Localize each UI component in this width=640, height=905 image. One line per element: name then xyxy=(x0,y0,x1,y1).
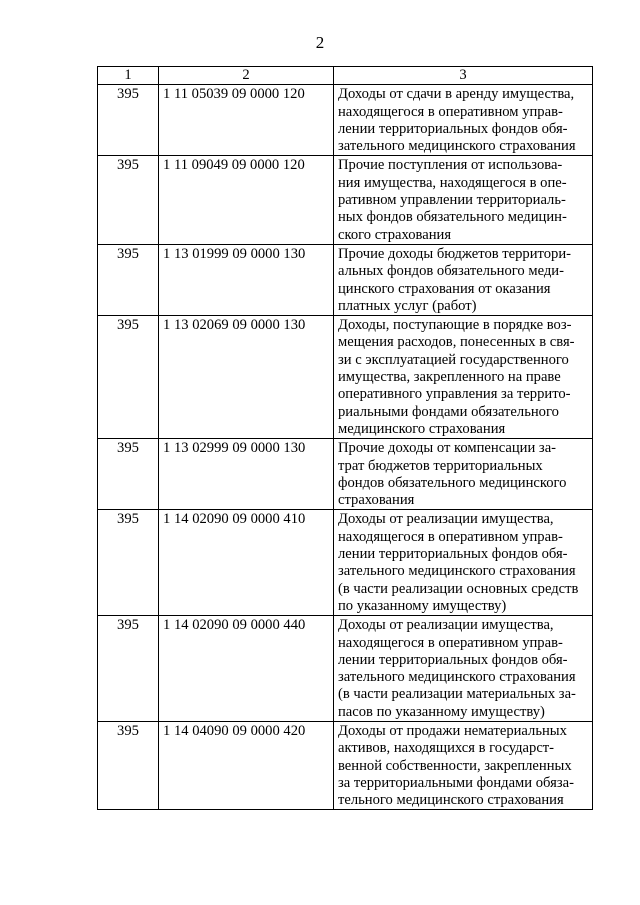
description-line: за территориальными фондами обяза- xyxy=(338,774,574,791)
description-line: ративном управлении территориаль- xyxy=(338,192,566,209)
budget-classification-code-cell: 1 13 02069 09 0000 130 xyxy=(159,316,334,439)
description-line: лении территориальных фондов обя- xyxy=(338,120,568,137)
description-line: трат бюджетов территориальных xyxy=(338,457,543,474)
description-line: находящегося в оперативном управ- xyxy=(338,103,563,120)
description-line: Прочие доходы от компенсации за- xyxy=(338,440,557,457)
description-line: Доходы, поступающие в порядке воз- xyxy=(338,317,572,334)
table-row xyxy=(98,85,593,156)
description-line: тельного медицинского страхования xyxy=(338,792,564,809)
income-codes-table xyxy=(97,66,593,810)
description-line: Прочие доходы бюджетов территори- xyxy=(338,245,571,262)
admin-code-cell: 395 xyxy=(98,316,159,439)
description-line: лении территориальных фондов обя- xyxy=(338,546,568,563)
page-number: 2 xyxy=(315,33,325,52)
description-line: венной собственности, закрепленных xyxy=(338,757,572,774)
admin-code-cell: 395 xyxy=(98,85,159,156)
admin-code-cell: 395 xyxy=(98,510,159,616)
description-line: зательного медицинского страхования xyxy=(338,669,576,686)
table-header-row xyxy=(98,67,593,85)
admin-code-cell: 395 xyxy=(98,616,159,722)
budget-classification-code-cell: 1 14 02090 09 0000 440 xyxy=(159,616,334,722)
description-line: страхования xyxy=(338,492,415,509)
description-line: (в части реализации материальных за- xyxy=(338,686,576,703)
description-line: Доходы от продажи нематериальных xyxy=(338,722,567,739)
description-line: по указанному имуществу) xyxy=(338,597,507,614)
description-line: ния имущества, находящегося в опе- xyxy=(338,174,567,191)
description-line: ных фондов обязательного медицин- xyxy=(338,209,567,226)
table-row xyxy=(98,721,593,809)
table-row xyxy=(98,439,593,510)
description-line: оперативного управления за террито- xyxy=(338,386,571,403)
table-body xyxy=(98,85,593,810)
income-description-cell xyxy=(334,85,593,156)
income-description-cell xyxy=(334,721,593,809)
description-line: Доходы от сдачи в аренду имущества, xyxy=(338,86,575,103)
description-line: имущества, закрепленного на праве xyxy=(338,369,561,386)
income-description-cell xyxy=(334,156,593,244)
income-description-cell xyxy=(334,439,593,510)
income-description-cell xyxy=(334,510,593,616)
description-line: фондов обязательного медицинского xyxy=(338,474,567,491)
description-line: пасов по указанному имуществу) xyxy=(338,703,545,720)
column-header-2: 2 xyxy=(159,67,334,85)
description-line: зательного медицинского страхования xyxy=(338,138,576,155)
description-line: мещения расходов, понесенных в свя- xyxy=(338,334,575,351)
description-line: находящегося в оперативном управ- xyxy=(338,634,563,651)
table-row xyxy=(98,616,593,722)
description-line: Доходы от реализации имущества, xyxy=(338,511,554,528)
income-description-cell xyxy=(334,316,593,439)
description-line: цинского страхования от оказания xyxy=(338,280,551,297)
budget-classification-code-cell: 1 11 09049 09 0000 120 xyxy=(159,156,334,244)
budget-classification-code-cell: 1 11 05039 09 0000 120 xyxy=(159,85,334,156)
description-line: активов, находящихся в государст- xyxy=(338,740,555,757)
budget-classification-code-cell: 1 13 02999 09 0000 130 xyxy=(159,439,334,510)
admin-code-cell: 395 xyxy=(98,156,159,244)
income-description-cell xyxy=(334,244,593,315)
budget-classification-code-cell: 1 14 02090 09 0000 410 xyxy=(159,510,334,616)
description-line: Доходы от реализации имущества, xyxy=(338,617,554,634)
description-line: зательного медицинского страхования xyxy=(338,563,576,580)
description-line: платных услуг (работ) xyxy=(338,297,477,314)
budget-classification-code-cell: 1 14 04090 09 0000 420 xyxy=(159,721,334,809)
description-line: Прочие поступления от использова- xyxy=(338,157,563,174)
description-line: ского страхования xyxy=(338,226,452,243)
admin-code-cell: 395 xyxy=(98,721,159,809)
description-line: (в части реализации основных средств xyxy=(338,580,579,597)
description-line: находящегося в оперативном управ- xyxy=(338,528,563,545)
description-line: риальными фондами обязательного xyxy=(338,403,559,420)
description-line: альных фондов обязательного меди- xyxy=(338,263,564,280)
admin-code-cell: 395 xyxy=(98,244,159,315)
admin-code-cell: 395 xyxy=(98,439,159,510)
table-row xyxy=(98,244,593,315)
budget-classification-code-cell: 1 13 01999 09 0000 130 xyxy=(159,244,334,315)
description-line: зи с эксплуатацией государственного xyxy=(338,351,569,368)
table-row xyxy=(98,156,593,244)
income-description-cell xyxy=(334,616,593,722)
description-line: медицинского страхования xyxy=(338,420,506,437)
column-header-1: 1 xyxy=(98,67,159,85)
table-row xyxy=(98,316,593,439)
table-row xyxy=(98,510,593,616)
column-header-3: 3 xyxy=(334,67,593,85)
description-line: лении территориальных фондов обя- xyxy=(338,651,568,668)
